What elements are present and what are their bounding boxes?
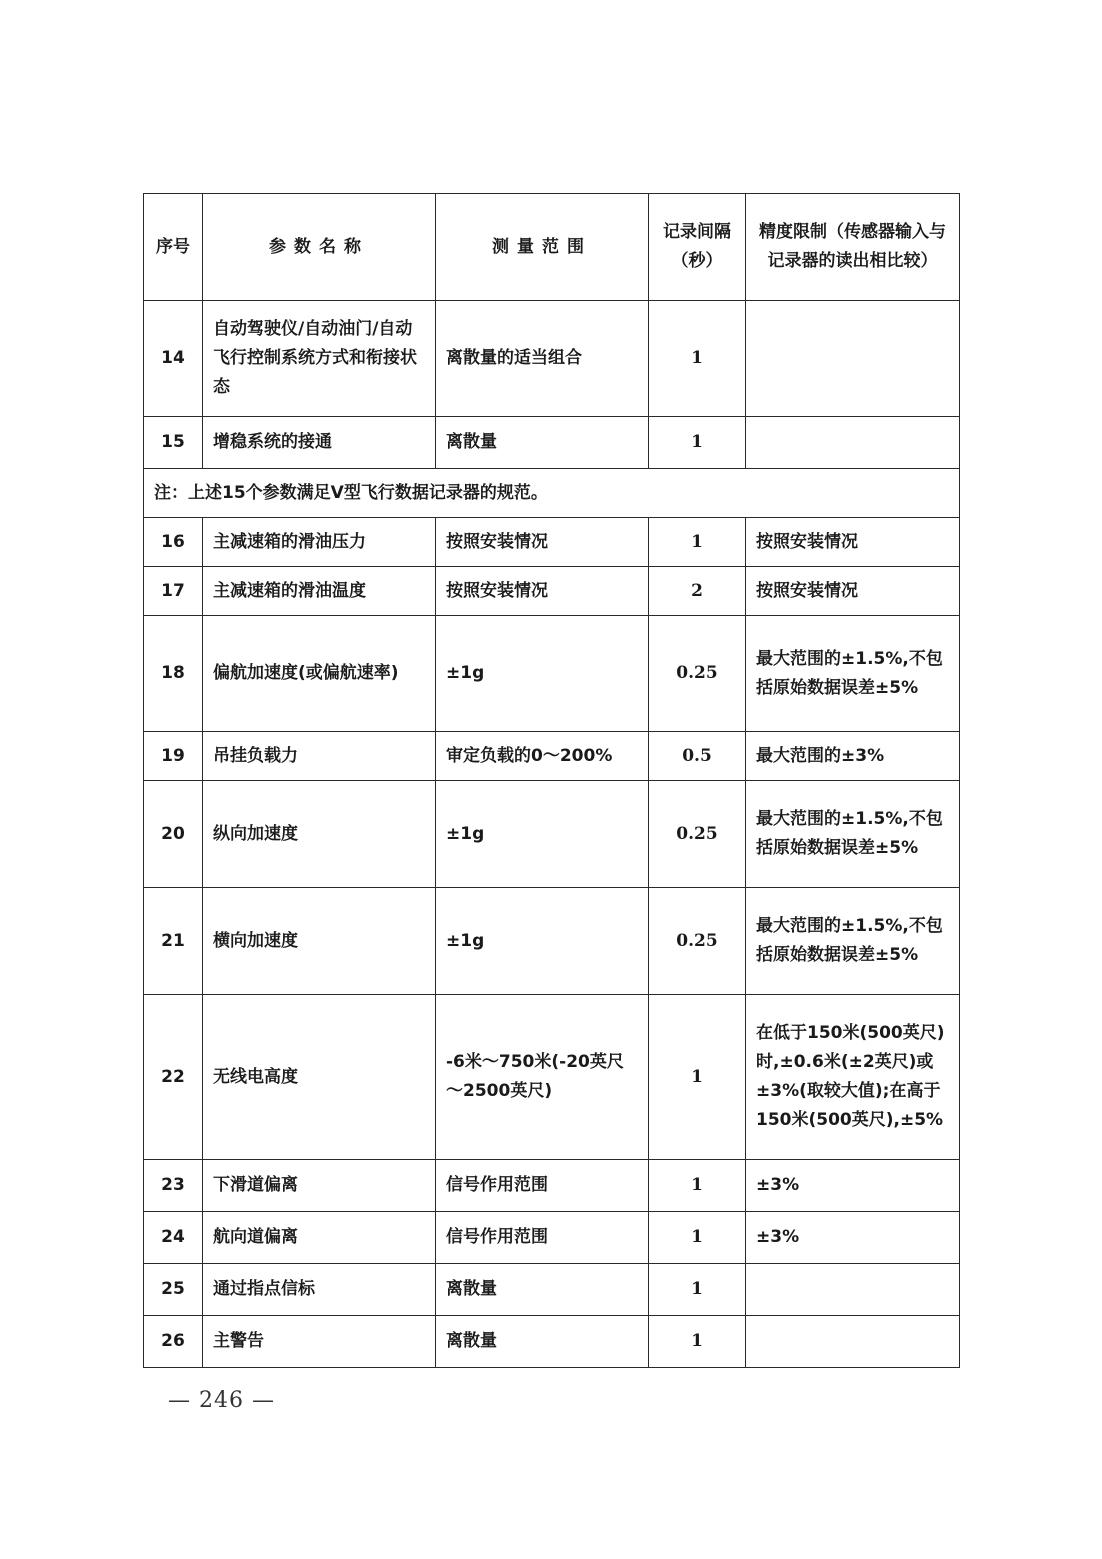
table-row bbox=[144, 518, 960, 567]
table-row bbox=[144, 301, 960, 417]
cell-accuracy bbox=[746, 1264, 960, 1316]
cell-range: 审定负载的0～200% bbox=[436, 732, 649, 781]
cell-accuracy bbox=[746, 417, 960, 469]
cell-range: 按照安装情况 bbox=[436, 518, 649, 567]
table-note-row bbox=[144, 469, 960, 518]
cell-range: ±1g bbox=[436, 781, 649, 888]
cell-interval: 1 bbox=[649, 1316, 746, 1368]
cell-interval: 1 bbox=[649, 1264, 746, 1316]
cell-name: 航向道偏离 bbox=[203, 1212, 436, 1264]
header-accuracy: 精度限制（传感器输入与记录器的读出相比较） bbox=[746, 194, 960, 301]
cell-name: 下滑道偏离 bbox=[203, 1160, 436, 1212]
cell-seq: 25 bbox=[144, 1264, 203, 1316]
cell-interval: 0.5 bbox=[649, 732, 746, 781]
cell-range: 离散量 bbox=[436, 417, 649, 469]
cell-name: 增稳系统的接通 bbox=[203, 417, 436, 469]
cell-interval: 0.25 bbox=[649, 616, 746, 732]
cell-interval: 1 bbox=[649, 1212, 746, 1264]
cell-seq: 14 bbox=[144, 301, 203, 417]
table-row bbox=[144, 995, 960, 1160]
cell-interval: 1 bbox=[649, 301, 746, 417]
cell-interval: 0.25 bbox=[649, 781, 746, 888]
cell-accuracy: 最大范围的±3% bbox=[746, 732, 960, 781]
cell-name: 通过指点信标 bbox=[203, 1264, 436, 1316]
table-row bbox=[144, 1264, 960, 1316]
table-row bbox=[144, 732, 960, 781]
table-row bbox=[144, 1160, 960, 1212]
cell-name: 偏航加速度(或偏航速率) bbox=[203, 616, 436, 732]
cell-range: ±1g bbox=[436, 888, 649, 995]
cell-interval: 2 bbox=[649, 567, 746, 616]
table-row bbox=[144, 417, 960, 469]
cell-name: 主减速箱的滑油温度 bbox=[203, 567, 436, 616]
cell-accuracy: ±3% bbox=[746, 1160, 960, 1212]
parameter-table bbox=[143, 193, 960, 1368]
cell-name: 纵向加速度 bbox=[203, 781, 436, 888]
header-seq: 序号 bbox=[144, 194, 203, 301]
cell-seq: 24 bbox=[144, 1212, 203, 1264]
cell-seq: 20 bbox=[144, 781, 203, 888]
cell-interval: 1 bbox=[649, 417, 746, 469]
page-number: — 246 — bbox=[168, 1388, 275, 1413]
cell-seq: 21 bbox=[144, 888, 203, 995]
cell-range: ±1g bbox=[436, 616, 649, 732]
cell-interval: 1 bbox=[649, 1160, 746, 1212]
cell-seq: 22 bbox=[144, 995, 203, 1160]
table-row bbox=[144, 1212, 960, 1264]
cell-seq: 23 bbox=[144, 1160, 203, 1212]
header-interval: 记录间隔（秒） bbox=[649, 194, 746, 301]
cell-seq: 17 bbox=[144, 567, 203, 616]
table-row bbox=[144, 616, 960, 732]
table-row bbox=[144, 781, 960, 888]
cell-seq: 16 bbox=[144, 518, 203, 567]
cell-range: 按照安装情况 bbox=[436, 567, 649, 616]
cell-range: 信号作用范围 bbox=[436, 1160, 649, 1212]
cell-accuracy: 最大范围的±1.5%,不包括原始数据误差±5% bbox=[746, 781, 960, 888]
header-name: 参数名称 bbox=[203, 194, 436, 301]
table-row bbox=[144, 567, 960, 616]
cell-accuracy: ±3% bbox=[746, 1212, 960, 1264]
cell-range: 信号作用范围 bbox=[436, 1212, 649, 1264]
cell-accuracy: 在低于150米(500英尺)时,±0.6米(±2英尺)或±3%(取较大值);在高于150米(500英尺),±5% bbox=[746, 995, 960, 1160]
table-row bbox=[144, 888, 960, 995]
cell-accuracy: 按照安装情况 bbox=[746, 567, 960, 616]
cell-range: 离散量的适当组合 bbox=[436, 301, 649, 417]
cell-interval: 1 bbox=[649, 995, 746, 1160]
cell-accuracy: 最大范围的±1.5%,不包括原始数据误差±5% bbox=[746, 616, 960, 732]
table-row bbox=[144, 1316, 960, 1368]
cell-seq: 26 bbox=[144, 1316, 203, 1368]
cell-accuracy: 按照安装情况 bbox=[746, 518, 960, 567]
cell-seq: 15 bbox=[144, 417, 203, 469]
cell-name: 主减速箱的滑油压力 bbox=[203, 518, 436, 567]
cell-accuracy bbox=[746, 301, 960, 417]
table-note: 注：上述15个参数满足V型飞行数据记录器的规范。 bbox=[144, 469, 960, 518]
cell-range: 离散量 bbox=[436, 1316, 649, 1368]
cell-seq: 19 bbox=[144, 732, 203, 781]
cell-name: 主警告 bbox=[203, 1316, 436, 1368]
table-header-row bbox=[144, 194, 960, 301]
cell-range: 离散量 bbox=[436, 1264, 649, 1316]
cell-range: -6米～750米(-20英尺～2500英尺) bbox=[436, 995, 649, 1160]
header-range: 测量范围 bbox=[436, 194, 649, 301]
cell-name: 无线电高度 bbox=[203, 995, 436, 1160]
cell-interval: 0.25 bbox=[649, 888, 746, 995]
cell-name: 自动驾驶仪/自动油门/自动飞行控制系统方式和衔接状态 bbox=[203, 301, 436, 417]
cell-name: 吊挂负载力 bbox=[203, 732, 436, 781]
cell-seq: 18 bbox=[144, 616, 203, 732]
cell-interval: 1 bbox=[649, 518, 746, 567]
cell-accuracy: 最大范围的±1.5%,不包括原始数据误差±5% bbox=[746, 888, 960, 995]
cell-name: 横向加速度 bbox=[203, 888, 436, 995]
cell-accuracy bbox=[746, 1316, 960, 1368]
